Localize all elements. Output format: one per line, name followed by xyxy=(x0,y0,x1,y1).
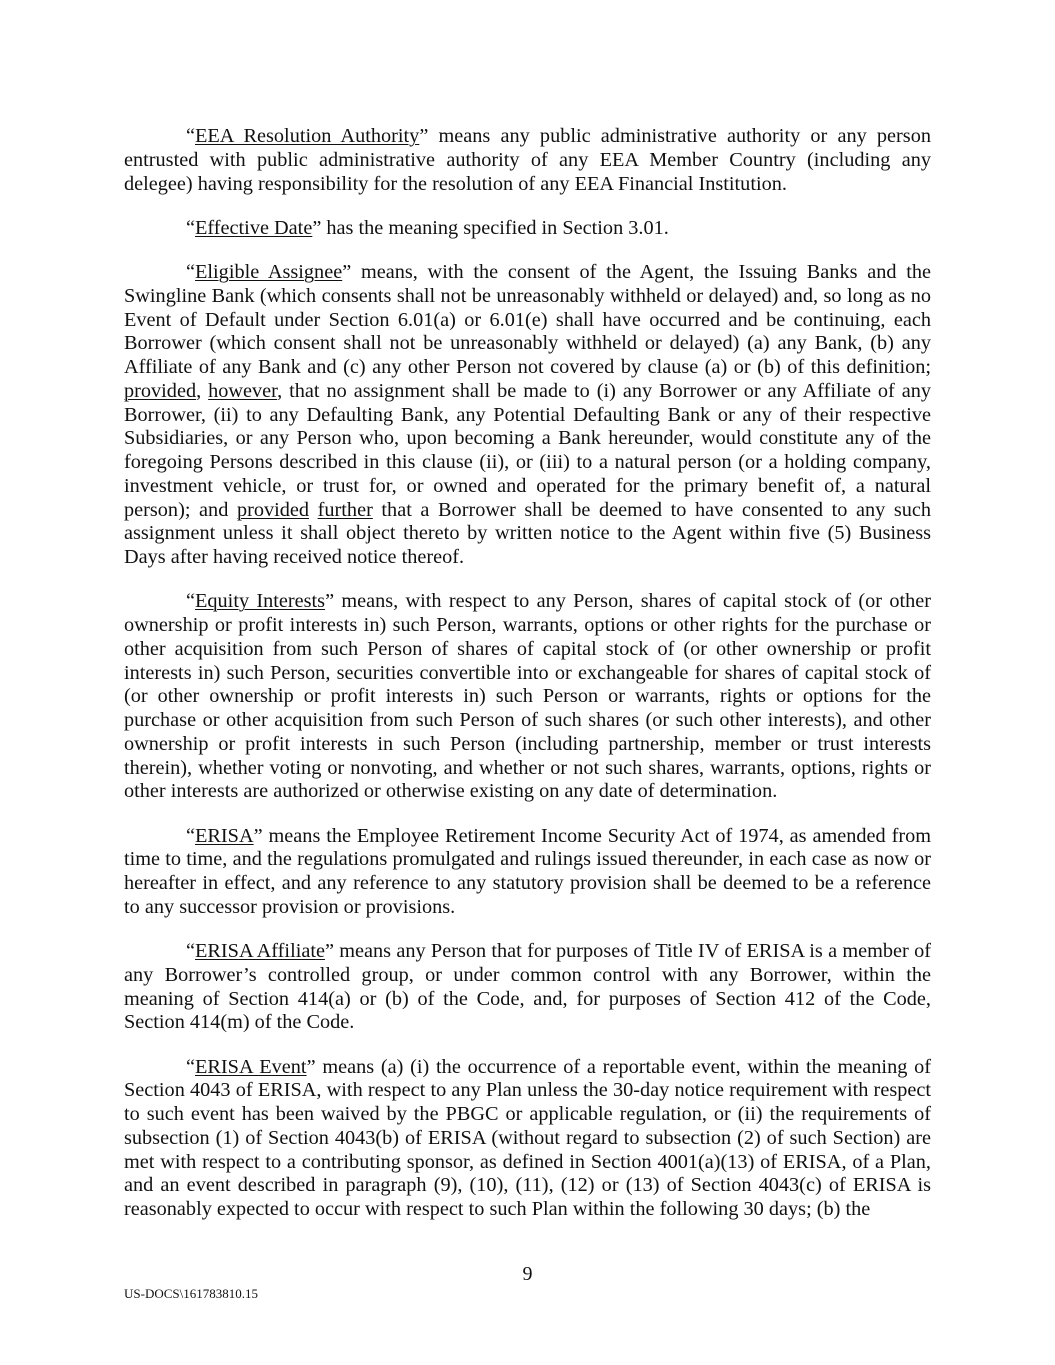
defined-term: further xyxy=(317,498,373,521)
definition-text: , that no assignment shall be made to (i) any Borrower or any Affiliate of any Borrower, (ii) to any Defaulting Bank, any Potential Defaulting Bank or any of their respective Subsidiaries, or any Person who, upon becoming a Bank hereunder, would constitute any of the foregoing Persons described in this clause (ii), or (iii) to a natural person (or a holding company, investment vehicle, or trust for, or owned and operated for the primary benefit of, a natural person); and xyxy=(124,379,931,521)
document-body xyxy=(124,125,931,1242)
definition-paragraph xyxy=(124,217,931,241)
definition-text: , xyxy=(196,379,209,402)
definition-text: ” means, with the consent of the Agent, the Issuing Banks and the Swingline Bank (which consents shall not be unreasonably withheld or delayed) and, so long as no Event of Default under Section 6.01(a) or 6.01(e) shall have occurred and be continuing, each Borrower (which consent shall not be unreasonably withheld or delayed) (a) any Bank, (b) any Affiliate of any Bank and (c) any other Person not covered by clause (a) or (b) of this definition; xyxy=(124,261,932,378)
defined-term: ERISA Event xyxy=(195,1055,307,1078)
definition-text: “ xyxy=(186,1055,196,1078)
definition-text: ” means the Employee Retirement Income Security Act of 1974, as amended from time to time, and the regulations promulgated and rulings issued thereunder, in each case as now or hereafter in effect, and any reference to any statutory provision shall be deemed to be a reference to any successor provision or provisions. xyxy=(124,824,931,918)
defined-term: EEA Resolution Authority xyxy=(195,125,420,147)
definition-text: ” means, with respect to any Person, shares of capital stock of (or other ownership or profit interests in) such Person, warrants, options or other rights for the purchase or other acquisition from such Person of shares of capital stock of (or other ownership or profit interests in) such Person, securities convertible into or exchangeable for shares of capital stock of (or other ownership or profit interests in) such Person or warrants, rights or options for the purchase or other acquisition from such Person of such shares (or such other interests), and other ownership or profit interests in such Person (including partnership, member or trust interests therein), whether voting or nonvoting, and whether or not such shares, warrants, options, rights or other interests are authorized or otherwise existing on any date of determination. xyxy=(124,590,931,803)
definition-text: “ xyxy=(186,216,196,239)
defined-term: Equity Interests xyxy=(195,590,326,613)
definition-paragraph xyxy=(124,825,931,920)
definition-text: ” means any public administrative authority or any person entrusted with public administrative authority of any EEA Member Country (including any delegee) having responsibility for the resolution of any EEA Financial Institution. xyxy=(124,125,931,195)
defined-term: Eligible Assignee xyxy=(195,261,343,283)
document-id-footer: US-DOCS\161783810.15 xyxy=(124,1286,258,1301)
definition-paragraph xyxy=(124,125,931,196)
definition-text: “ xyxy=(186,940,196,962)
definition-text: “ xyxy=(186,261,196,283)
definition-text: “ xyxy=(186,125,196,147)
definition-text: “ xyxy=(186,590,196,613)
definition-paragraph xyxy=(124,1056,931,1222)
definition-text: ” means (a) (i) the occurrence of a reportable event, within the meaning of Section 4043 of ERISA, with respect to any Plan unless the 30-day notice requirement with respect to such event has been waived by the PBGC or applicable regulation, or (ii) the requirements of subsection (1) of Section 4043(b) of ERISA (without regard to subsection (2) of such Section) are met with respect to a contributing sponsor, as defined in Section 4001(a)(13) of ERISA, of a Plan, and an event described in paragraph (9), (10), (11), (12) or (13) of Section 4043(c) of ERISA is reasonably expected to occur with respect to such Plan within the following 30 days; (b) the xyxy=(124,1055,931,1220)
definition-paragraph xyxy=(124,590,931,804)
definition-text: ” means any Person that for purposes of Title IV of ERISA is a member of any Borrower’s controlled group, or under common control with any Borrower, within the meaning of Section 414(a) or (b) of the Code, and, for purposes of Section 412 of the Code, Section 414(m) of the Code. xyxy=(124,940,931,1034)
defined-term: ERISA xyxy=(195,824,254,847)
definition-text: “ xyxy=(186,824,196,847)
defined-term: Effective Date xyxy=(195,216,313,239)
definition-text xyxy=(309,499,318,521)
definition-paragraph xyxy=(124,940,931,1035)
definition-paragraph xyxy=(124,261,931,570)
defined-term: provided xyxy=(124,379,197,402)
page-number: 9 xyxy=(522,1263,533,1285)
definition-text: that a Borrower shall be deemed to have consented to any such assignment unless it shall object thereto by written notice to the Agent within five (5) Business Days after having received notice thereof. xyxy=(124,498,932,568)
defined-term: however xyxy=(208,379,278,402)
defined-term: ERISA Affiliate xyxy=(195,940,325,962)
defined-term: provided xyxy=(236,498,310,521)
definition-text: ” has the meaning specified in Section 3.01. xyxy=(312,216,669,239)
